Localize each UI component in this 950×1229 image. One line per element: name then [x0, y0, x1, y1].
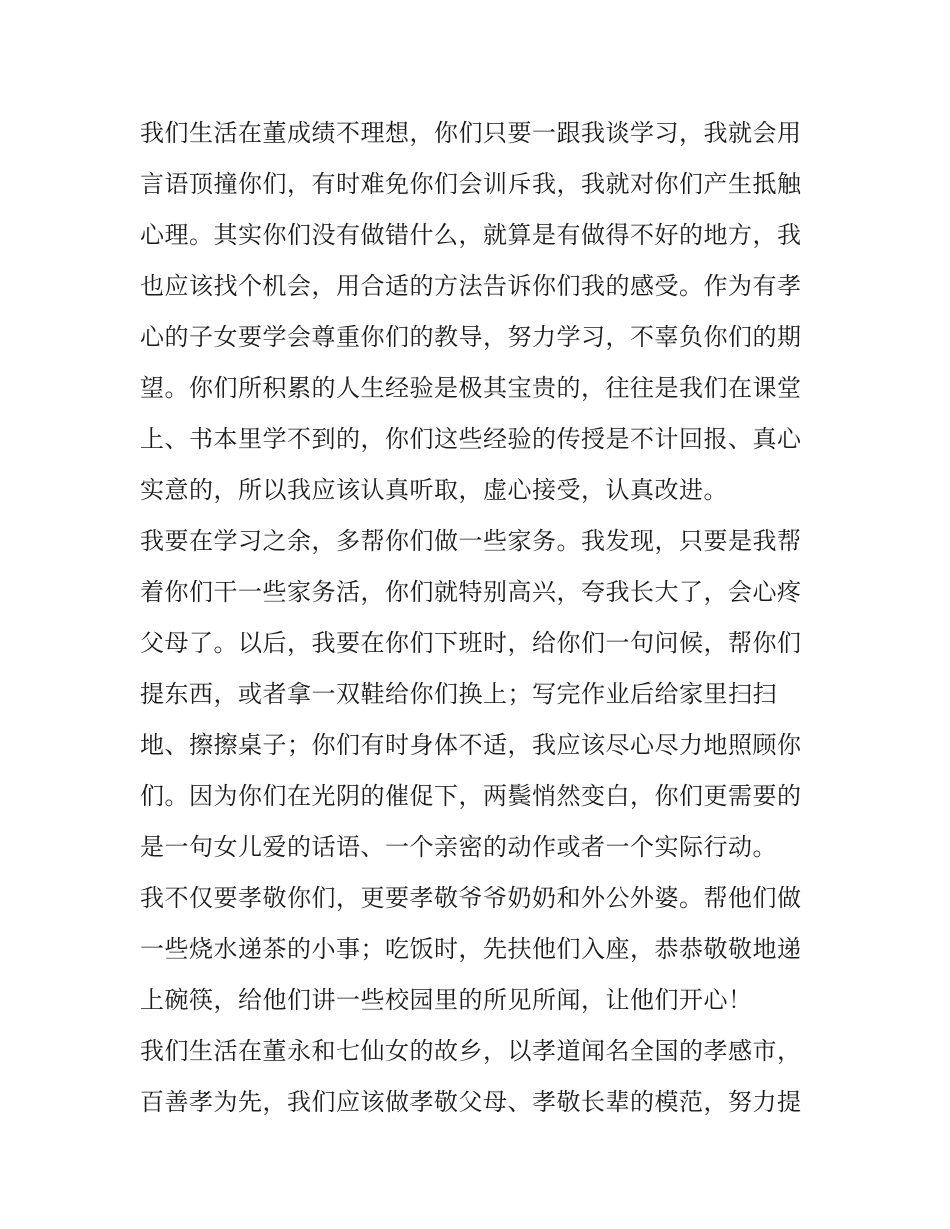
text-line: 提东西，或者拿一双鞋给你们换上；写完作业后给家里扫扫 — [140, 680, 777, 708]
text-line: 我们生活在董成绩不理想，你们只要一跟我谈学习，我就会用 — [140, 119, 802, 147]
document-body — [140, 108, 820, 1128]
text-line: 上碗筷，给他们讲一些校园里的所见所闻，让他们开心！ — [140, 986, 753, 1014]
text-line: 上、书本里学不到的，你们这些经验的传授是不计回报、真心 — [140, 425, 802, 453]
text-line: 心的子女要学会尊重你们的教导，努力学习，不辜负你们的期 — [140, 323, 802, 351]
text-line: 我们生活在董永和七仙女的故乡，以孝道闻名全国的孝感市， — [140, 1037, 802, 1065]
text-line: 父母了。以后，我要在你们下班时，给你们一句问候，帮你们 — [140, 629, 802, 657]
text-line: 言语顶撞你们，有时难免你们会训斥我，我就对你们产生抵触 — [140, 170, 802, 198]
text-line: 地、擦擦桌子；你们有时身体不适，我应该尽心尽力地照顾你 — [140, 731, 802, 759]
text-line: 心理。其实你们没有做错什么，就算是有做得不好的地方，我 — [140, 221, 802, 249]
text-line: 我要在学习之余，多帮你们做一些家务。我发现，只要是我帮 — [140, 527, 802, 555]
text-line: 百善孝为先，我们应该做孝敬父母、孝敬长辈的模范，努力提 — [140, 1088, 802, 1116]
text-line: 望。你们所积累的人生经验是极其宝贵的，往往是我们在课堂 — [140, 374, 802, 402]
text-line: 是一句女儿爱的话语、一个亲密的动作或者一个实际行动。 — [140, 833, 777, 861]
text-line: 也应该找个机会，用合适的方法告诉你们我的感受。作为有孝 — [140, 272, 802, 300]
text-line: 们。因为你们在光阴的催促下，两鬓悄然变白，你们更需要的 — [140, 782, 802, 810]
text-line: 实意的，所以我应该认真听取，虚心接受，认真改进。 — [140, 476, 728, 504]
text-line: 着你们干一些家务活，你们就特别高兴，夸我长大了，会心疼 — [140, 578, 802, 606]
text-line: 一些烧水递茶的小事；吃饭时，先扶他们入座，恭恭敬敬地递 — [140, 935, 802, 963]
text-line: 我不仅要孝敬你们，更要孝敬爷爷奶奶和外公外婆。帮他们做 — [140, 884, 802, 912]
